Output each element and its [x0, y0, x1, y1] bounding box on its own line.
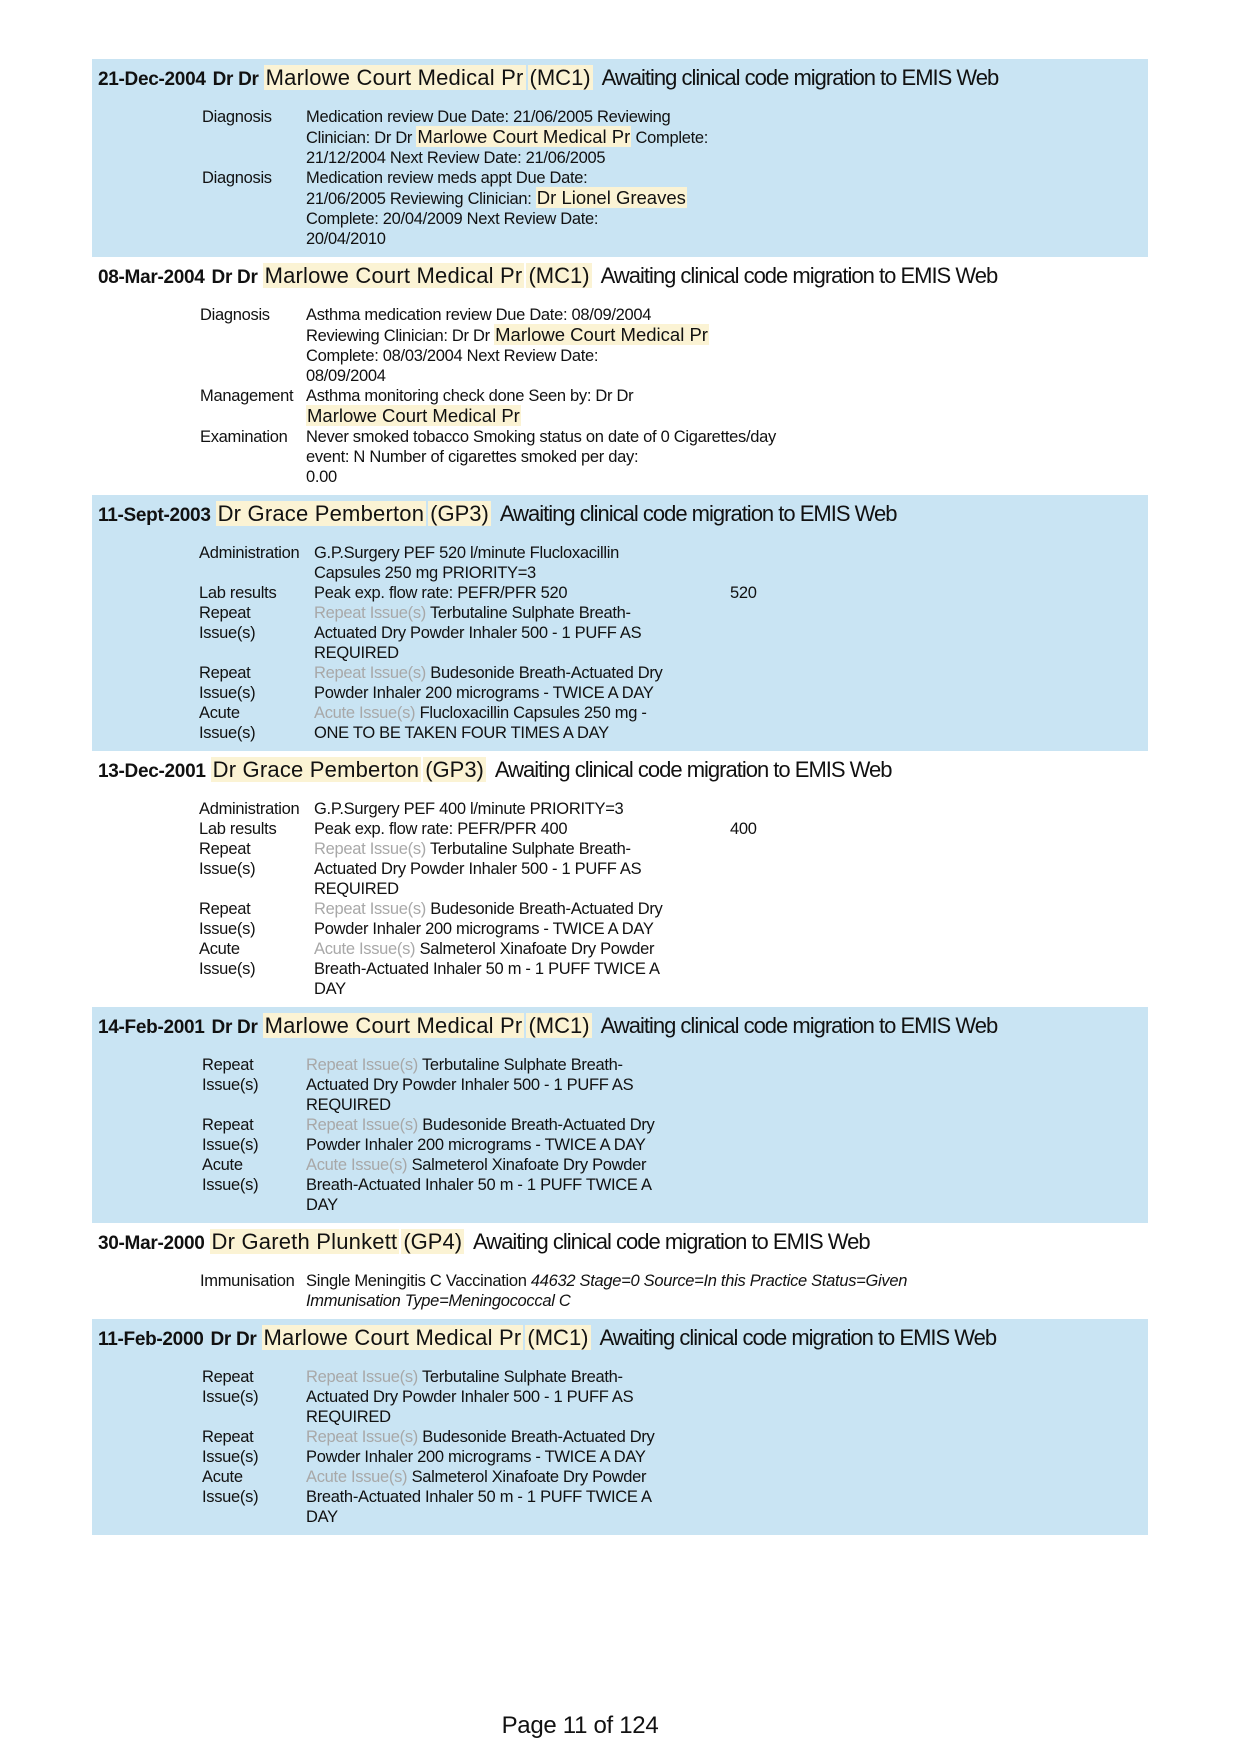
entry-label: Acute Issue(s) [202, 1156, 259, 1194]
consultation-date: 14-Feb-2001 [98, 1017, 205, 1038]
clinician-code: (MC1) [528, 1013, 590, 1038]
issue-type: Repeat Issue(s) [306, 1428, 418, 1446]
issue-type: Repeat Issue(s) [314, 664, 426, 682]
entry-text: Repeat Issue(s) Terbutaline Sulphate Breath- Actuated Dry Powder Inhaler 500 - 1 PUFF AS REQUIRED [306, 1056, 634, 1114]
clinician-name: Marlowe Court Medical Pr [264, 263, 523, 288]
entry-text: Repeat Issue(s) Terbutaline Sulphate Breath- Actuated Dry Powder Inhaler 500 - 1 PUFF AS REQUIRED [306, 1368, 634, 1426]
entry-row [92, 1467, 1148, 1527]
entry-text: Peak exp. flow rate: PEFR/PFR 520 [314, 584, 568, 602]
entry-row [92, 839, 1148, 899]
entry-label: Repeat Issue(s) [199, 664, 256, 702]
entry-row [92, 1155, 1148, 1215]
consultation-date: 13-Dec-2001 [98, 761, 206, 782]
clinician-code: (GP3) [425, 757, 484, 782]
clinician-name: Dr Grace Pemberton [212, 757, 420, 782]
entry-label: Lab results [199, 584, 277, 602]
migration-status: Awaiting clinical code migration to EMIS Web [600, 263, 998, 288]
issue-type: Repeat Issue(s) [314, 604, 426, 622]
consultation-header [92, 1319, 1148, 1357]
entry-text: Repeat Issue(s) Terbutaline Sulphate Breath- Actuated Dry Powder Inhaler 500 - 1 PUFF AS REQUIRED [314, 840, 642, 898]
clinician-name: Marlowe Court Medical Pr [417, 126, 631, 147]
issue-type: Repeat Issue(s) [314, 840, 426, 858]
issue-type: Acute Issue(s) [314, 940, 416, 958]
consultation-list [92, 59, 1148, 1535]
entry-row [92, 663, 1148, 703]
entry-label: Repeat Issue(s) [199, 900, 256, 938]
consultation-block [92, 495, 1148, 751]
consultation-header [92, 495, 1148, 533]
clinician-code: (MC1) [528, 263, 590, 288]
clinician-name: Dr Grace Pemberton [217, 501, 425, 526]
entry-text: Medication review Due Date: 21/06/2005 Reviewing Clinician: Dr Dr Marlowe Court Medical Pr Complete: 21/12/2004 Next Review Date: 21/06/2005 [306, 108, 709, 167]
entry-row [92, 1271, 1148, 1311]
entry-label: Diagnosis [202, 108, 272, 126]
migration-status: Awaiting clinical code migration to EMIS Web [473, 1229, 870, 1254]
consultation-date: 21-Dec-2004 [98, 69, 206, 90]
entry-text: Peak exp. flow rate: PEFR/PFR 400 [314, 820, 568, 838]
entry-label: Immunisation [200, 1272, 295, 1290]
consultation-date: 08-Mar-2004 [98, 267, 205, 288]
entry-row [92, 703, 1148, 743]
entry-row [92, 543, 1148, 583]
entry-label: Diagnosis [200, 306, 270, 324]
italic-detail: Immunisation Type=Meningococcal C [306, 1292, 571, 1310]
entry-label: Repeat Issue(s) [202, 1368, 259, 1406]
consultation-date: 11-Sept-2003 [98, 505, 211, 526]
entry-label: Examination [200, 428, 288, 446]
entry-label: Repeat Issue(s) [202, 1056, 259, 1094]
clinician-name: Dr Gareth Plunkett [211, 1229, 398, 1254]
entry-row [92, 799, 1148, 819]
entry-label: Lab results [199, 820, 277, 838]
entry-label: Administration [199, 544, 300, 562]
clinician-prefix: Dr Dr [210, 1329, 257, 1350]
consultation-block [92, 1319, 1148, 1535]
entry-label: Repeat Issue(s) [202, 1428, 259, 1466]
entry-row [92, 1427, 1148, 1467]
entry-text: Repeat Issue(s) Budesonide Breath-Actuated Dry Powder Inhaler 200 micrograms - TWICE A DAY [314, 664, 663, 702]
migration-status: Awaiting clinical code migration to EMIS Web [599, 1325, 997, 1350]
entry-label: Administration [199, 800, 300, 818]
consultation-block [92, 751, 1148, 1007]
entry-text: Repeat Issue(s) Budesonide Breath-Actuated Dry Powder Inhaler 200 micrograms - TWICE A DAY [306, 1428, 655, 1466]
entry-text: Never smoked tobacco Smoking status on date of 0 Cigarettes/day event: N Number of cigarettes smoked per day: 0.00 [306, 428, 776, 486]
entry-label: Acute Issue(s) [202, 1468, 259, 1506]
entry-label: Acute Issue(s) [199, 704, 256, 742]
entry-text: Single Meningitis C Vaccination 44632 Stage=0 Source=In this Practice Status=Given Immunisation Type=Meningococcal C [306, 1272, 908, 1310]
entry-list [92, 533, 1148, 751]
issue-type: Repeat Issue(s) [306, 1116, 418, 1134]
entry-text: Acute Issue(s) Salmeterol Xinafoate Dry Powder Breath-Actuated Inhaler 50 m - 1 PUFF TWICE A DAY [306, 1156, 652, 1214]
entry-text: Acute Issue(s) Flucloxacillin Capsules 250 mg - ONE TO BE TAKEN FOUR TIMES A DAY [314, 704, 647, 742]
consultation-header [92, 751, 1148, 789]
entry-row [92, 107, 1148, 168]
entry-list [92, 1357, 1148, 1535]
clinician-name: Marlowe Court Medical Pr [265, 65, 524, 90]
entry-row [92, 168, 1148, 249]
result-value: 520 [730, 584, 757, 602]
clinician-name: Marlowe Court Medical Pr [495, 324, 708, 345]
entry-text: Asthma medication review Due Date: 08/09/2004 Reviewing Clinician: Dr Dr Marlowe Court Medical Pr Complete: 08/03/2004 Next Review Date: 08/09/2004 [306, 306, 708, 385]
consultation-block [92, 1223, 1148, 1319]
entry-text: Repeat Issue(s) Budesonide Breath-Actuated Dry Powder Inhaler 200 micrograms - TWICE A DAY [306, 1116, 655, 1154]
result-value: 400 [730, 820, 757, 838]
entry-text: Asthma monitoring check done Seen by: Dr Dr Marlowe Court Medical Pr [306, 387, 634, 426]
entry-row [92, 1367, 1148, 1427]
entry-label: Repeat Issue(s) [202, 1116, 259, 1154]
clinician-name: Marlowe Court Medical Pr [307, 405, 520, 426]
italic-detail: 44632 Stage=0 Source=In this Practice Status=Given [530, 1272, 908, 1290]
entry-list [92, 1045, 1148, 1223]
entry-text: G.P.Surgery PEF 400 l/minute PRIORITY=3 [314, 800, 624, 818]
migration-status: Awaiting clinical code migration to EMIS Web [601, 65, 999, 90]
clinician-name: Marlowe Court Medical Pr [263, 1325, 522, 1350]
clinician-prefix: Dr Dr [212, 69, 259, 90]
clinician-prefix: Dr Dr [211, 267, 258, 288]
issue-type: Repeat Issue(s) [306, 1368, 418, 1386]
entry-text: Acute Issue(s) Salmeterol Xinafoate Dry Powder Breath-Actuated Inhaler 50 m - 1 PUFF TWICE A DAY [314, 940, 660, 998]
entry-list [92, 1261, 1148, 1319]
page-number: Page 11 of 124 [501, 1712, 659, 1739]
issue-type: Acute Issue(s) [314, 704, 416, 722]
entry-text: Medication review meds appt Due Date: 21/06/2005 Reviewing Clinician: Dr Lionel Greaves Complete: 20/04/2009 Next Review Date: 20/04/2010 [306, 169, 686, 248]
entry-label: Repeat Issue(s) [199, 840, 256, 878]
entry-row [92, 583, 1148, 603]
clinician-code: (MC1) [527, 1325, 589, 1350]
entry-text: Repeat Issue(s) Budesonide Breath-Actuated Dry Powder Inhaler 200 micrograms - TWICE A DAY [314, 900, 663, 938]
entry-list [92, 97, 1148, 257]
entry-row [92, 603, 1148, 663]
entry-row [92, 899, 1148, 939]
entry-text: Acute Issue(s) Salmeterol Xinafoate Dry Powder Breath-Actuated Inhaler 50 m - 1 PUFF TWICE A DAY [306, 1468, 652, 1526]
issue-type: Repeat Issue(s) [314, 900, 426, 918]
consultation-block [92, 1007, 1148, 1223]
issue-type: Acute Issue(s) [306, 1468, 408, 1486]
entry-row [92, 427, 1148, 487]
entry-row [92, 1055, 1148, 1115]
clinician-name: Marlowe Court Medical Pr [264, 1013, 523, 1038]
entry-row [92, 939, 1148, 999]
entry-list [92, 789, 1148, 1007]
migration-status: Awaiting clinical code migration to EMIS Web [499, 501, 897, 526]
entry-row [92, 819, 1148, 839]
consultation-block [92, 59, 1148, 257]
clinician-prefix: Dr Dr [211, 1017, 258, 1038]
consultation-date: 11-Feb-2000 [98, 1329, 204, 1350]
consultation-header [92, 1223, 1148, 1261]
entry-label: Diagnosis [202, 169, 272, 187]
migration-status: Awaiting clinical code migration to EMIS Web [494, 757, 892, 782]
entry-list [92, 295, 1148, 495]
entry-label: Acute Issue(s) [199, 940, 256, 978]
consultation-header [92, 1007, 1148, 1045]
issue-type: Repeat Issue(s) [306, 1056, 418, 1074]
migration-status: Awaiting clinical code migration to EMIS Web [600, 1013, 998, 1038]
entry-row [92, 1115, 1148, 1155]
entry-row [92, 386, 1148, 427]
consultation-header [92, 59, 1148, 97]
clinician-code: (GP4) [403, 1229, 463, 1254]
entry-label: Management [200, 387, 294, 405]
clinician-name: Dr Lionel Greaves [536, 187, 686, 208]
entry-text: Repeat Issue(s) Terbutaline Sulphate Breath- Actuated Dry Powder Inhaler 500 - 1 PUFF AS REQUIRED [314, 604, 642, 662]
entry-label: Repeat Issue(s) [199, 604, 256, 642]
clinician-code: (GP3) [430, 501, 489, 526]
entry-row [92, 305, 1148, 386]
clinician-code: (MC1) [529, 65, 591, 90]
consultation-date: 30-Mar-2000 [98, 1233, 205, 1254]
issue-type: Acute Issue(s) [306, 1156, 408, 1174]
consultation-block [92, 257, 1148, 495]
entry-text: G.P.Surgery PEF 520 l/minute Flucloxacillin Capsules 250 mg PRIORITY=3 [314, 544, 620, 582]
consultation-header [92, 257, 1148, 295]
